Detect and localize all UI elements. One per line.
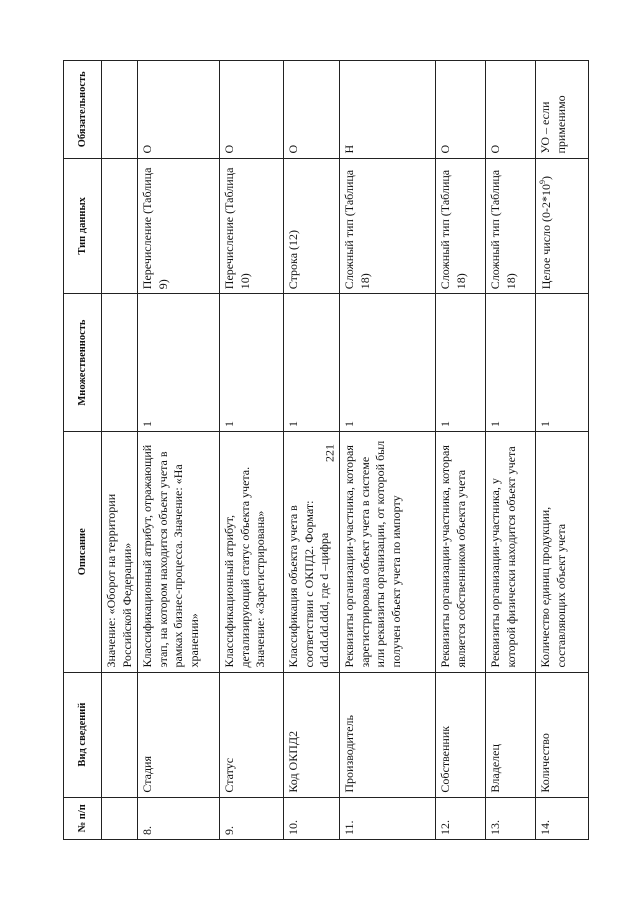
cell-kind: Владелец [486,672,536,797]
cell-mult: 1 [436,294,486,432]
table-row [138,61,220,840]
cell-req: Н [340,61,436,159]
cell-desc: Количество единиц продукции, составляющих объект учета [536,431,589,672]
cell-type: Перечисление (Таблица 10) [220,158,284,294]
type-exponent: 9 [538,179,548,184]
cell-desc: Классификация объекта учета в соответствии с ОКПД2. Формат: dd.dd.dd.ddd, где d –цифра [284,431,340,672]
cell-no: 13. [486,797,536,839]
cell-req: О [436,61,486,159]
cell-mult: 1 [138,294,220,432]
cell-no: 8. [138,797,220,839]
cell-no [102,797,138,839]
header-type: Тип данных [64,158,102,294]
header-desc: Описание [64,431,102,672]
header-no: № п/п [64,797,102,839]
cell-desc: Классификационный атрибут, отражающий этап, на котором находится объект учета в рамках бизнес-процесса. Значение: «На хранении» [138,431,220,672]
cell-mult [102,294,138,432]
cell-kind: Стадия [138,672,220,797]
cell-no: 11. [340,797,436,839]
cell-type [102,158,138,294]
cell-kind: Количество [536,672,589,797]
cell-desc: Реквизиты организации-участника, которая зарегистрировала объект учета в системе или реквизиты организации, от которой был получен объект учета по импорту [340,431,436,672]
cell-mult: 1 [536,294,589,432]
cell-kind [102,672,138,797]
cell-req [102,61,138,159]
cell-desc: Реквизиты организации-участника, которая является собственником объекта учета [436,431,486,672]
cell-type: Сложный тип (Таблица 18) [486,158,536,294]
table-row [536,61,589,840]
cell-req: О [138,61,220,159]
cell-req: О [220,61,284,159]
attributes-table [63,60,589,840]
cell-desc: Значение: «Оборот на территории Российской Федерации» [102,431,138,672]
type-text: Целое число (0-2*10 [539,183,554,290]
cell-desc: Реквизиты организации-участника, у которой физически находится объект учета [486,431,536,672]
table-row [340,61,436,840]
page-number: 221 [322,444,337,462]
cell-req: О [284,61,340,159]
table-row [284,61,340,840]
cell-kind: Код ОКПД2 [284,672,340,797]
cell-no: 12. [436,797,486,839]
header-mult: Множественность [64,294,102,432]
cell-type: Сложный тип (Таблица 18) [436,158,486,294]
cell-mult: 1 [284,294,340,432]
cell-no: 10. [284,797,340,839]
table-row [436,61,486,840]
cell-desc: Классификационный атрибут, детализирующий статус объекта учета. Значение: «Зарегистрирована» [220,431,284,672]
header-kind: Вид сведений [64,672,102,797]
cell-no: 14. [536,797,589,839]
table-row [220,61,284,840]
header-req: Обязательность [64,61,102,159]
type-close: ) [539,175,554,180]
cell-mult: 1 [486,294,536,432]
table-header-row [64,61,102,840]
cell-req: УО – если применимо [536,61,589,159]
cell-kind: Статус [220,672,284,797]
cell-type: Строка (12) [284,158,340,294]
cell-kind: Производитель [340,672,436,797]
table-row-continuation [102,61,138,840]
cell-type [536,158,589,294]
cell-mult: 1 [220,294,284,432]
cell-type: Перечисление (Таблица 9) [138,158,220,294]
cell-kind: Собственник [436,672,486,797]
rotated-table-container [63,60,583,840]
table-row [486,61,536,840]
cell-type: Сложный тип (Таблица 18) [340,158,436,294]
cell-mult: 1 [340,294,436,432]
cell-no: 9. [220,797,284,839]
cell-req: О [486,61,536,159]
